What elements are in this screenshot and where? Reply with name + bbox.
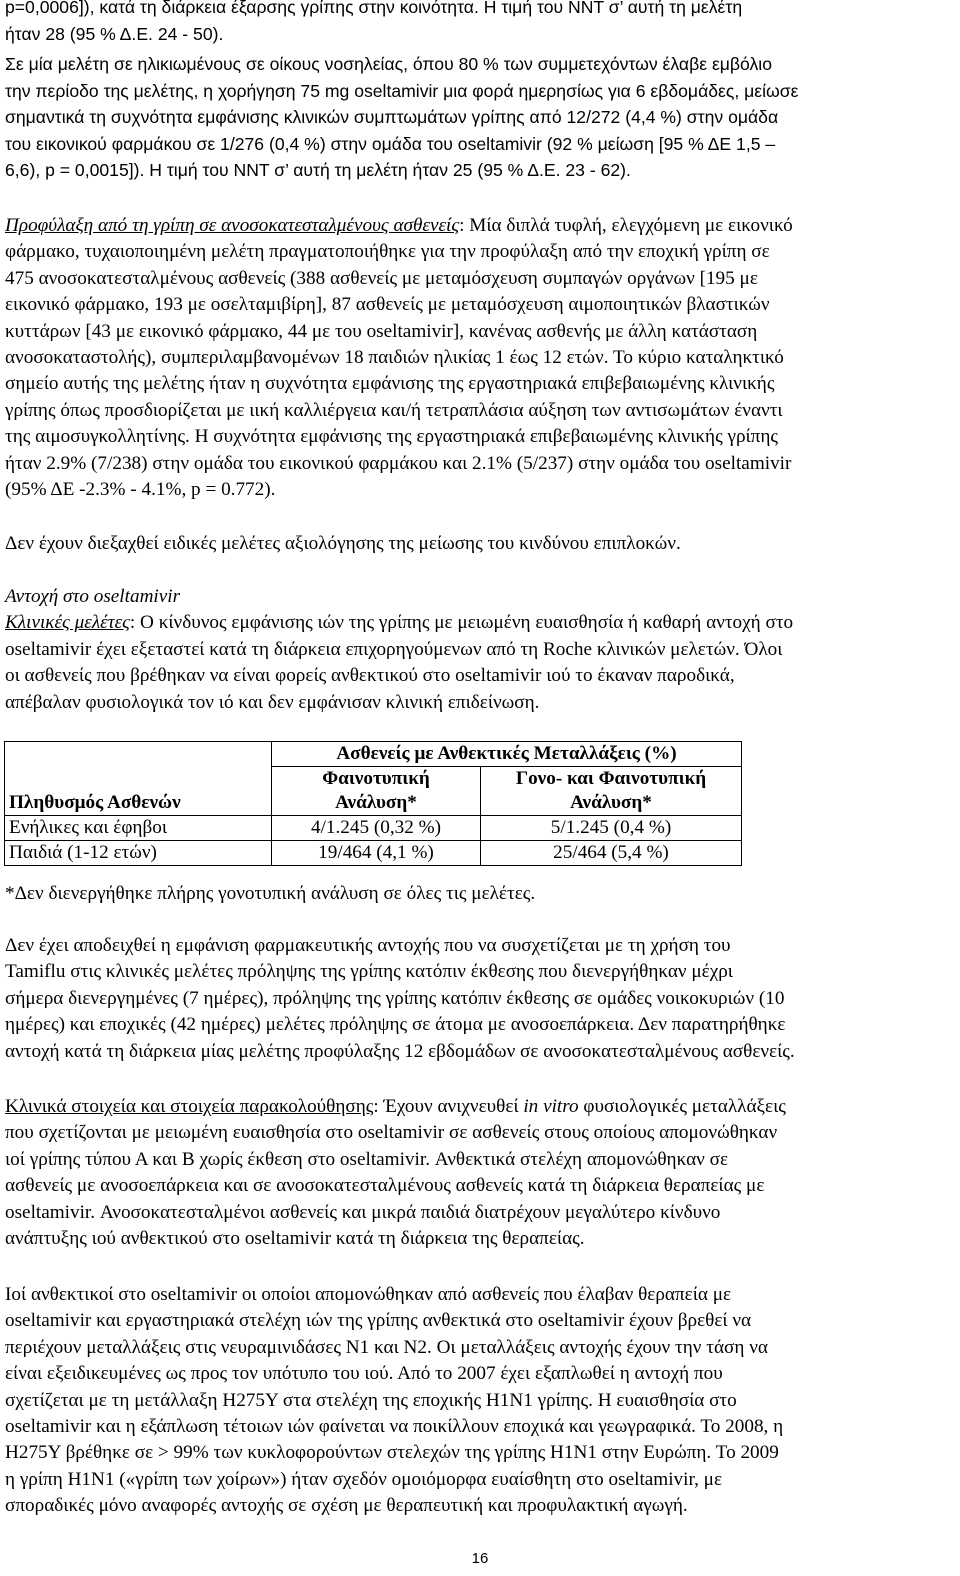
text-line: ημέρες) και εποχικές (42 ημέρες) μελέτες πρόληψης σε άτομα με ανοσοεπάρκεια. Δεν παρατηρήθηκε [5,1014,786,1036]
paragraph-prophylaxis-resistance [5,933,955,1065]
table-header-phenotypic [272,767,481,816]
text-line: σήμερα διενεργημένες (7 ημέρες), πρόληψης της γρίπης κατόπιν έκθεσης σε ομάδες νοικοκυριών (10 [5,987,785,1009]
text-line: που σχετίζονται με μειωμένη ευαισθησία στο oseltamivir σε ασθενείς στους οποίους απομονώθηκαν [5,1122,778,1144]
table-cell-population: Ενήλικες και έφηβοι [5,816,272,841]
table-cell-phenotypic: 19/464 (4,1 %) [272,841,481,866]
text-line: γρίπης όπως προσδιορίζεται με ιική καλλιέργεια και/ή τετραπλάσια αύξηση των αντισωμάτων έναντι [5,399,783,421]
paragraph-resistant-strains [5,1282,955,1520]
text-span: : Μία διπλά τυφλή, ελεγχόμενη με εικονικό [459,215,793,236]
text-line: Ιοί ανθεκτικοί στο oseltamivir οι οποίοι απομονώθηκαν από ασθενείς που έλαβαν θεραπεία με [5,1284,732,1305]
resistance-table [4,741,742,866]
text-line: ανοσοκαταστολής), συμπεριλαμβανομένων 18 παιδιών ηλικίας 1 έως 12 ετών. Το κύριο καταληκτικό [5,347,784,369]
text-line: σχετίζεται με τη μετάλλαξη H275Y στα στελέχη της εποχικής H1N1 γρίπης. Η ευαισθησία στο [5,1389,737,1411]
text-line: 6,6), p = 0,0015]). Η τιμή του ΝΝΤ σ’ αυτή τη μελέτη ήταν 25 (95 % Δ.Ε. 23 - 62). [5,160,631,181]
text-line: oseltamivir και εργαστηριακά στελέχη ιών της γρίπης ανθεκτικά στο oseltamivir έχουν βρεθεί να [5,1310,752,1332]
table-header-group: Ασθενείς με Ανθεκτικές Μεταλλάξεις (%) [272,742,742,767]
text-span: : Έχουν ανιχνευθεί [373,1096,524,1117]
text-line: εικονικό φάρμακο, 193 με οσελταμιβίρη], 87 ασθενείς με μεταμόσχευση αιμοποιητικών βλαστικών [5,294,770,316]
paragraph-immunocompromised-prophylaxis [5,213,955,503]
header-line: Ανάλυση* [570,792,652,813]
text-line: 475 ανοσοκατεσταλμένους ασθενείς (388 ασθενείς με μεταμόσχευση συμπαγών οργάνων [195 με [5,267,758,289]
text-line: oseltamivir. Ανοσοκατεσταλμένοι ασθενείς και μικρά παιδιά διατρέχουν μεγαλύτερο κίνδυνο [5,1201,721,1223]
text-line: η γρίπη H1N1 («γρίπη των χοίρων») ήταν σχεδόν ομοιόμορφα ευαίσθητη στο oseltamivir, με [5,1468,723,1490]
table-cell-geno-pheno: 5/1.245 (0,4 %) [481,816,742,841]
text-line: ιοί γρίπης τύπου Α και Β χωρίς έκθεση στο oseltamivir. Ανθεκτικά στελέχη απομονώθηκαν σε [5,1148,729,1170]
text-line: H275Y βρέθηκε σε > 99% των κυκλοφορούντων στελεχών της γρίπης H1N1 στην Ευρώπη. Το 2009 [5,1442,779,1464]
text-line: Δεν έχει αποδειχθεί η εμφάνιση φαρμακευτικής αντοχής που να συσχετίζεται με τη χρήση του [5,935,731,956]
section-title: Αντοχή στο oseltamivir [5,586,181,607]
text-line: ανάπτυξης ιού ανθεκτικού στο oseltamivir κατά τη διάρκεια της θεραπείας. [5,1228,585,1250]
paragraph-continuation [5,0,955,47]
text-line [5,610,955,636]
text-line: Tamiflu στις κλινικές μελέτες πρόληψης της γρίπης κατόπιν έκθεσης που διενεργήθηκαν μέχρι [5,961,733,983]
section-heading: Προφύλαξη από τη γρίπη σε ανοσοκατεσταλμένους ασθενείς [5,215,460,236]
paragraph-nursing-home-study [5,51,955,184]
text-span: : Ο κίνδυνος εμφάνισης ιών της γρίπης με μειωμένη ευαισθησία ή καθαρή αντοχή στο [129,612,794,634]
table-header-geno-pheno [481,767,742,816]
text-line: p=0,0006]), κατά τη διάρκεια έξαρσης γρίπης στην κοινότητα. Η τιμή του ΝΝΤ σ’ αυτή τη μελέτη [5,0,743,17]
text-line: την περίοδο της μελέτης, η χορήγηση 75 mg oseltamivir μια φορά ημερησίως για 6 εβδομάδες, μείωσε [5,80,799,101]
header-line: Γονο- και Φαινοτυπική [515,768,707,789]
table-header-row [5,742,742,767]
text-line: αντοχή κατά τη διάρκεια μίας μελέτης προφύλαξης 12 εβδομάδων σε ανοσοκατεσταλμένους ασθενείς. [5,1040,795,1062]
text-line: απέβαλαν φυσιολογικά τον ιό και δεν εμφάνισαν κλινική επιδείνωση. [5,691,540,713]
text-line: κυττάρων [43 με εικονικό φάρμακο, 44 με του oseltamivir], κανένας ασθενής με άλλη κατάσταση [5,320,758,342]
text-line: ήταν 28 (95 % Δ.Ε. 24 - 50). [5,23,224,44]
text-line: σημαντικά τη συχνότητα εμφάνισης κλινικών συμπτωμάτων γρίπης από 12/272 (4,4 %) στην ομάδα [5,107,779,128]
text-span-italic: in vitro [523,1096,579,1117]
text-line: φάρμακο, τυχαιοποιημένη μελέτη πραγματοποιήθηκε για την προφύλαξη από την εποχική γρίπη σε [5,241,770,263]
text-line: ήταν 2.9% (7/238) στην ομάδα του εικονικού φαρμάκου και 2.1% (5/237) στην ομάδα του oseltamivir [5,452,792,474]
text-line: (95% ΔΕ -2.3% - 4.1%, p = 0.772). [5,479,276,501]
text-line: Δεν έχουν διεξαχθεί ειδικές μελέτες αξιολόγησης της μείωσης του κινδύνου επιπλοκών. [5,533,681,554]
section-heading: Κλινικές μελέτες [5,612,130,634]
paragraph-resistance-clinical-studies [5,584,955,716]
table-cell-geno-pheno: 25/464 (5,4 %) [481,841,742,866]
table-header-population: Πληθυσμός Ασθενών [5,742,272,816]
text-line: σημείο αυτής της μελέτης ήταν η συχνότητα εμφάνισης της εργαστηριακά επιβεβαιωμένης κλινικής [5,373,775,395]
section-heading: Κλινικά στοιχεία και στοιχεία παρακολούθησης [5,1096,374,1117]
text-line: οι ασθενείς που βρέθηκαν να είναι φορείς ανθεκτικού στο oseltamivir ιού το έκαναν παροδικά, [5,665,735,687]
paragraph-surveillance [5,1094,955,1252]
text-line: σποραδικές μόνο αναφορές αντοχής σε σχέση με θεραπευτική και προφυλακτική αγωγή. [5,1495,688,1517]
text-line: *Δεν διενεργήθηκε πλήρης γονοτυπική ανάλυση σε όλες τις μελέτες. [5,883,536,904]
text-line: oseltamivir και η εξάπλωση τέτοιων ιών φαίνεται να ποικίλλουν εποχικά και γεωγραφικά. Το 2008, η [5,1416,784,1438]
header-line: Ανάλυση* [335,792,417,813]
paragraph-complications [5,531,955,557]
table-row [5,816,742,841]
table-cell-population: Παιδιά (1-12 ετών) [5,841,272,866]
text-line: του εικονικού φαρμάκου σε 1/276 (0,4 %) στην ομάδα του oseltamivir (92 % μείωση [95 % ΔΕ 1,5 – [5,133,776,154]
header-line: Φαινοτυπική [322,768,430,789]
text-line: oseltamivir έχει εξεταστεί κατά τη διάρκεια επιχορηγούμενων από τη Roche κλινικών μελετών. Όλοι [5,638,783,660]
text-line [5,1094,955,1120]
table-cell-phenotypic: 4/1.245 (0,32 %) [272,816,481,841]
text-line: Σε μία μελέτη σε ηλικιωμένους σε οίκους νοσηλείας, όπου 80 % των συμμετεχόντων έλαβε εμβόλιο [5,54,772,74]
text-line: ασθενείς με ανοσοεπάρκεια και σε ανοσοκατεσταλμένους ασθενείς κατά τη διάρκεια θεραπείας με [5,1175,765,1197]
table-footnote [5,881,955,907]
text-line: της αιμοσυγκολλητίνης. Η συχνότητα εμφάνισης της εργαστηριακά επιβεβαιωμένης κλινικής γρίπης [5,426,778,448]
text-line: περιέχουν μεταλλάξεις στις νευραμινιδάσες Ν1 και Ν2. Οι μεταλλάξεις αντοχής έχουν την τάση να [5,1336,768,1358]
text-line [5,213,955,239]
text-line: είναι εξειδικευμένες ως προς τον υπότυπο του ιού. Από το 2007 έχει εξαπλωθεί η αντοχή που [5,1363,723,1385]
text-span: φυσιολογικές μεταλλάξεις [578,1096,786,1117]
page-number: 16 [471,1550,489,1567]
table-row [5,841,742,866]
